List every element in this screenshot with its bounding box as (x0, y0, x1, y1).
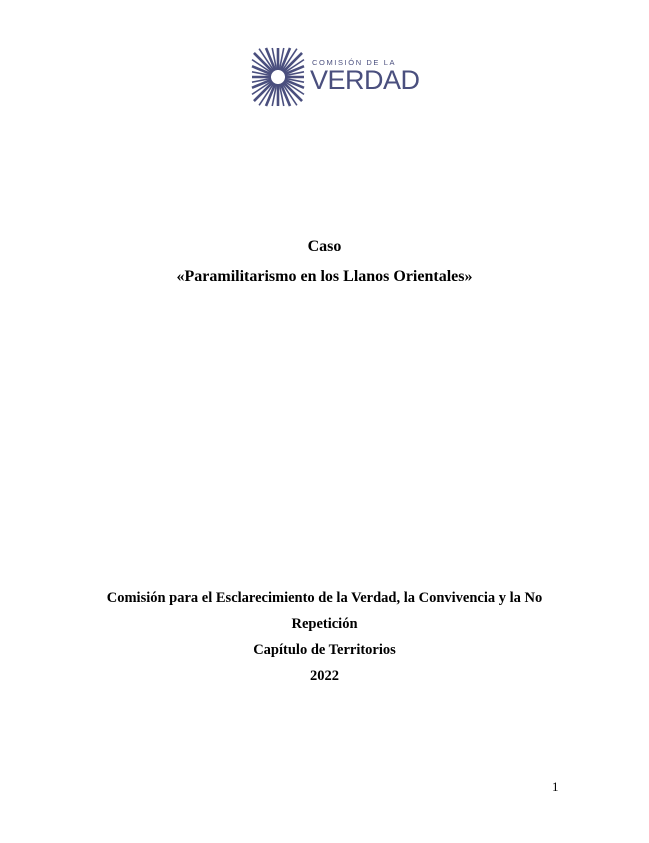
comision-verdad-logo (250, 46, 420, 108)
case-label: Caso (307, 238, 342, 255)
institution-name: Comisión para el Esclarecimiento de la Verdad, la Convivencia y la No Repetición (106, 590, 543, 632)
logo-big-text: VERDAD (310, 65, 420, 95)
page-number: 1 (552, 779, 559, 794)
logo-small-text: COMISIÓN DE LA (312, 58, 397, 67)
chapter-name: Capítulo de Territorios (253, 642, 396, 658)
footer-block (80, 585, 569, 689)
case-title: «Paramilitarismo en los Llanos Orientales» (176, 268, 473, 285)
year: 2022 (310, 668, 339, 684)
sunburst-emblem-icon (250, 46, 306, 108)
